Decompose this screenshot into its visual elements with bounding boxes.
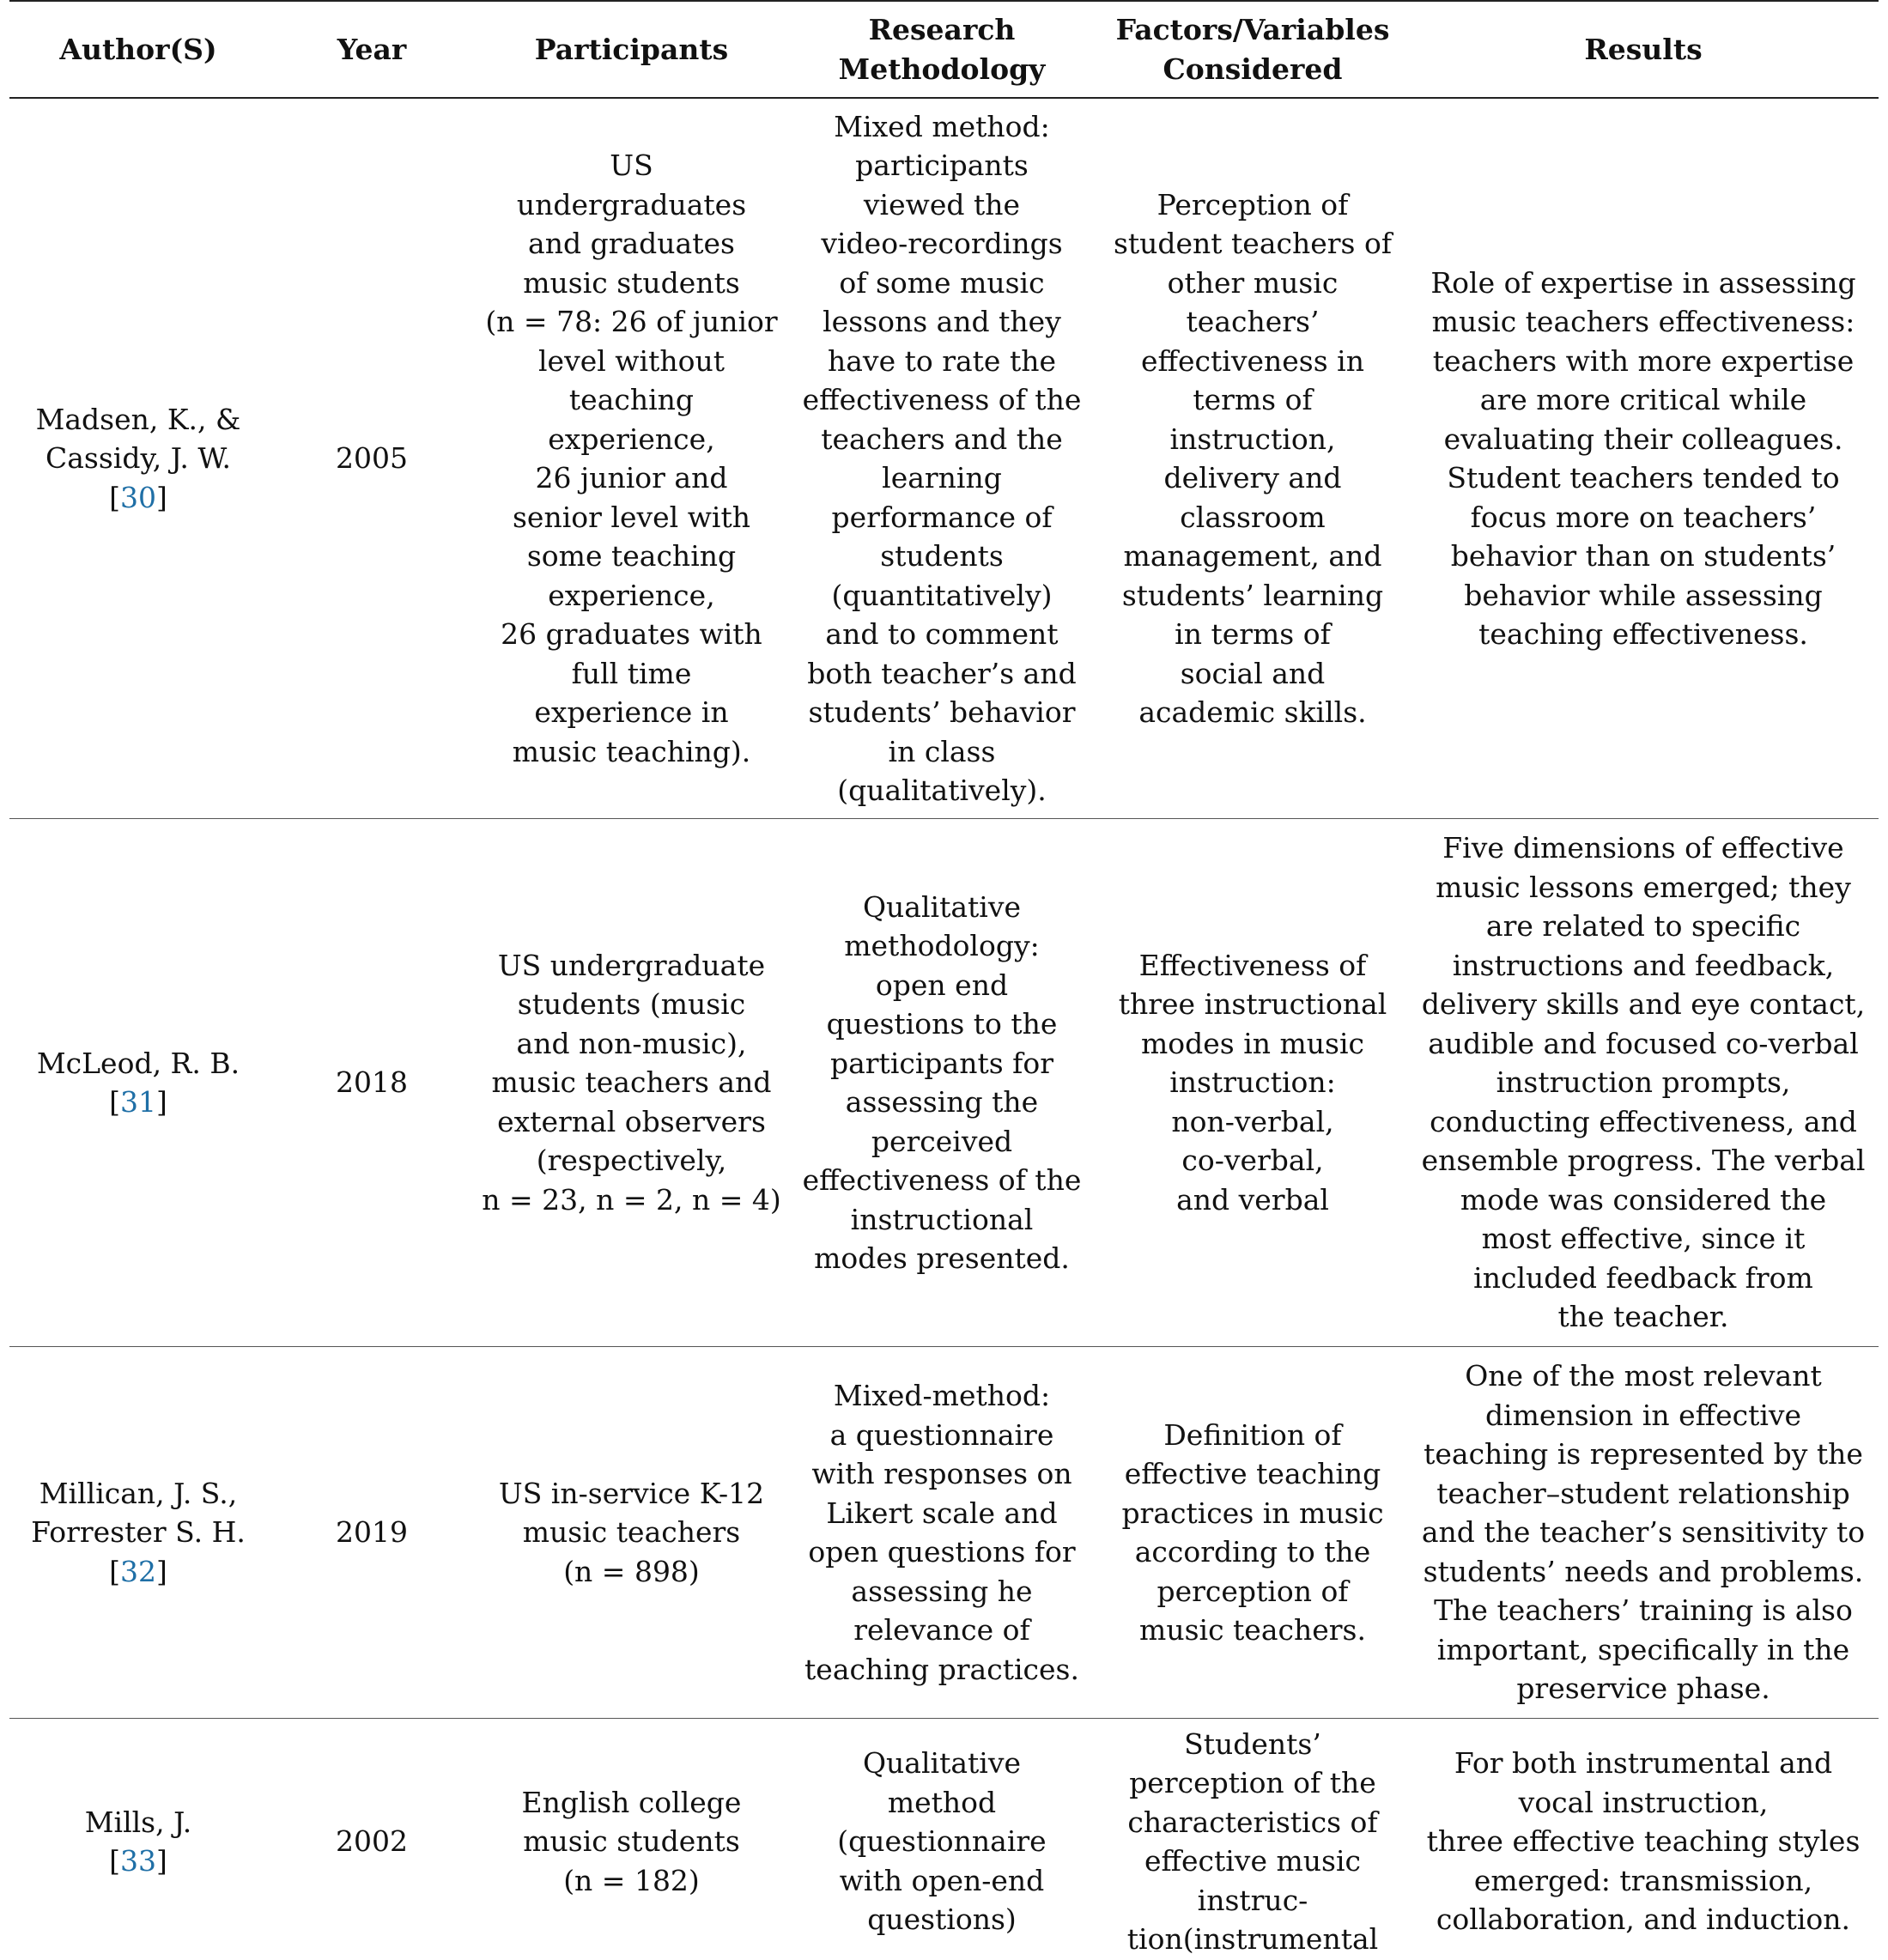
year-cell: 2019 bbox=[267, 1347, 477, 1719]
methodology-cell: Qualitative method (questionnaire with open-end questions) bbox=[837, 1746, 1047, 1937]
author-cell: Madsen, K., & Cassidy, J. W. [30] bbox=[9, 98, 267, 819]
author-name: Madsen, K., & Cassidy, J. W. bbox=[35, 402, 241, 476]
factors-cell: Definition of effective teaching practices in music according to the perception of music teachers. bbox=[1097, 1347, 1408, 1719]
factors-cell: Students’ perception of the characteristics of effective music instruc- tion(instrumental bbox=[1126, 1726, 1379, 1956]
col-header-factors: Factors/Variables Considered bbox=[1097, 1, 1408, 98]
col-header-results: Results bbox=[1408, 1, 1879, 98]
citation-link[interactable]: 33 bbox=[120, 1844, 156, 1878]
participants-cell: US undergraduates and graduates music students (n = 78: 26 of junior level without teaching experience, 26 junior and senior level with some teaching experience, 26 graduates with full time experience in music teaching). bbox=[477, 98, 786, 819]
author-cell: McLeod, R. B. [31] bbox=[9, 819, 267, 1347]
methodology-cell: Mixed method: participants viewed the video-recordings of some music lessons and they have to rate the effectiveness of the teachers and the learning performance of students (quantitatively) and to comment both teacher’s and students’ behavior in class (qualitatively). bbox=[786, 98, 1097, 819]
col-header-participants: Participants bbox=[477, 1, 786, 98]
methodology-cell: Mixed-method: a questionnaire with responses on Likert scale and open questions for assessing he relevance of teaching practices. bbox=[786, 1347, 1097, 1719]
table-row bbox=[9, 1719, 1879, 1960]
participants-cell: US undergraduate students (music and non-music), music teachers and external observers (respectively, n = 23, n = 2, n = 4) bbox=[477, 819, 786, 1347]
table-row bbox=[9, 1347, 1879, 1719]
author-name: Millican, J. S., Forrester S. H. bbox=[31, 1476, 246, 1550]
author-name: McLeod, R. B. bbox=[36, 1046, 240, 1080]
results-cell: Five dimensions of effective music lessons emerged; they are related to specific instructions and feedback, delivery skills and eye contact, audible and focused co-verbal instruction prompts, conducting effectiveness, and ensemble progress. The verbal mode was considered the most effective, since it included feedback from the teacher. bbox=[1408, 819, 1879, 1347]
year-cell: 2005 bbox=[267, 98, 477, 819]
results-cell: Role of expertise in assessing music teachers effectiveness: teachers with more expertise are more critical while evaluating their colleagues. Student teachers tended to focus more on teachers’ behavior than on students’ behavior while assessing teaching effectiveness. bbox=[1408, 98, 1879, 819]
year-cell: 2002 bbox=[336, 1824, 408, 1859]
year-cell: 2018 bbox=[267, 819, 477, 1347]
participants-cell: English college music students (n = 182) bbox=[521, 1785, 742, 1897]
author-cell: Mills, J. [33] bbox=[9, 1719, 267, 1960]
methodology-cell: Qualitative methodology: open end questions to the participants for assessing the perceived effectiveness of the instructional modes presented. bbox=[786, 819, 1097, 1347]
citation-link[interactable]: 31 bbox=[120, 1085, 156, 1119]
factors-cell: Effectiveness of three instructional modes in music instruction: non-verbal, co-verbal, and verbal bbox=[1097, 819, 1408, 1347]
table-row bbox=[9, 819, 1879, 1347]
results-cell: One of the most relevant dimension in effective teaching is represented by the teacher–student relationship and the teacher’s sensitivity to students’ needs and problems. The teachers’ training is also important, specifically in the preservice phase. bbox=[1408, 1347, 1879, 1719]
citation-link[interactable]: 30 bbox=[120, 480, 156, 514]
col-header-author: Author(S) bbox=[9, 1, 267, 98]
factors-cell: Perception of student teachers of other music teachers’ effectiveness in terms of instruction, delivery and classroom management, and students’ learning in terms of social and academic skills. bbox=[1097, 98, 1408, 819]
table-row bbox=[9, 98, 1879, 819]
participants-cell: US in-service K-12 music teachers (n = 898) bbox=[477, 1347, 786, 1719]
author-cell: Millican, J. S., Forrester S. H. [32] bbox=[9, 1347, 267, 1719]
col-header-year: Year bbox=[267, 1, 477, 98]
citation-link[interactable]: 32 bbox=[120, 1554, 156, 1588]
results-cell: For both instrumental and vocal instruction, three effective teaching styles emerged: transmission, collaboration, and induction. bbox=[1426, 1746, 1861, 1937]
literature-review-table bbox=[9, 0, 1879, 1960]
table-header-row bbox=[9, 1, 1879, 98]
author-name: Mills, J. bbox=[84, 1805, 192, 1839]
col-header-methodology: Research Methodology bbox=[786, 1, 1097, 98]
